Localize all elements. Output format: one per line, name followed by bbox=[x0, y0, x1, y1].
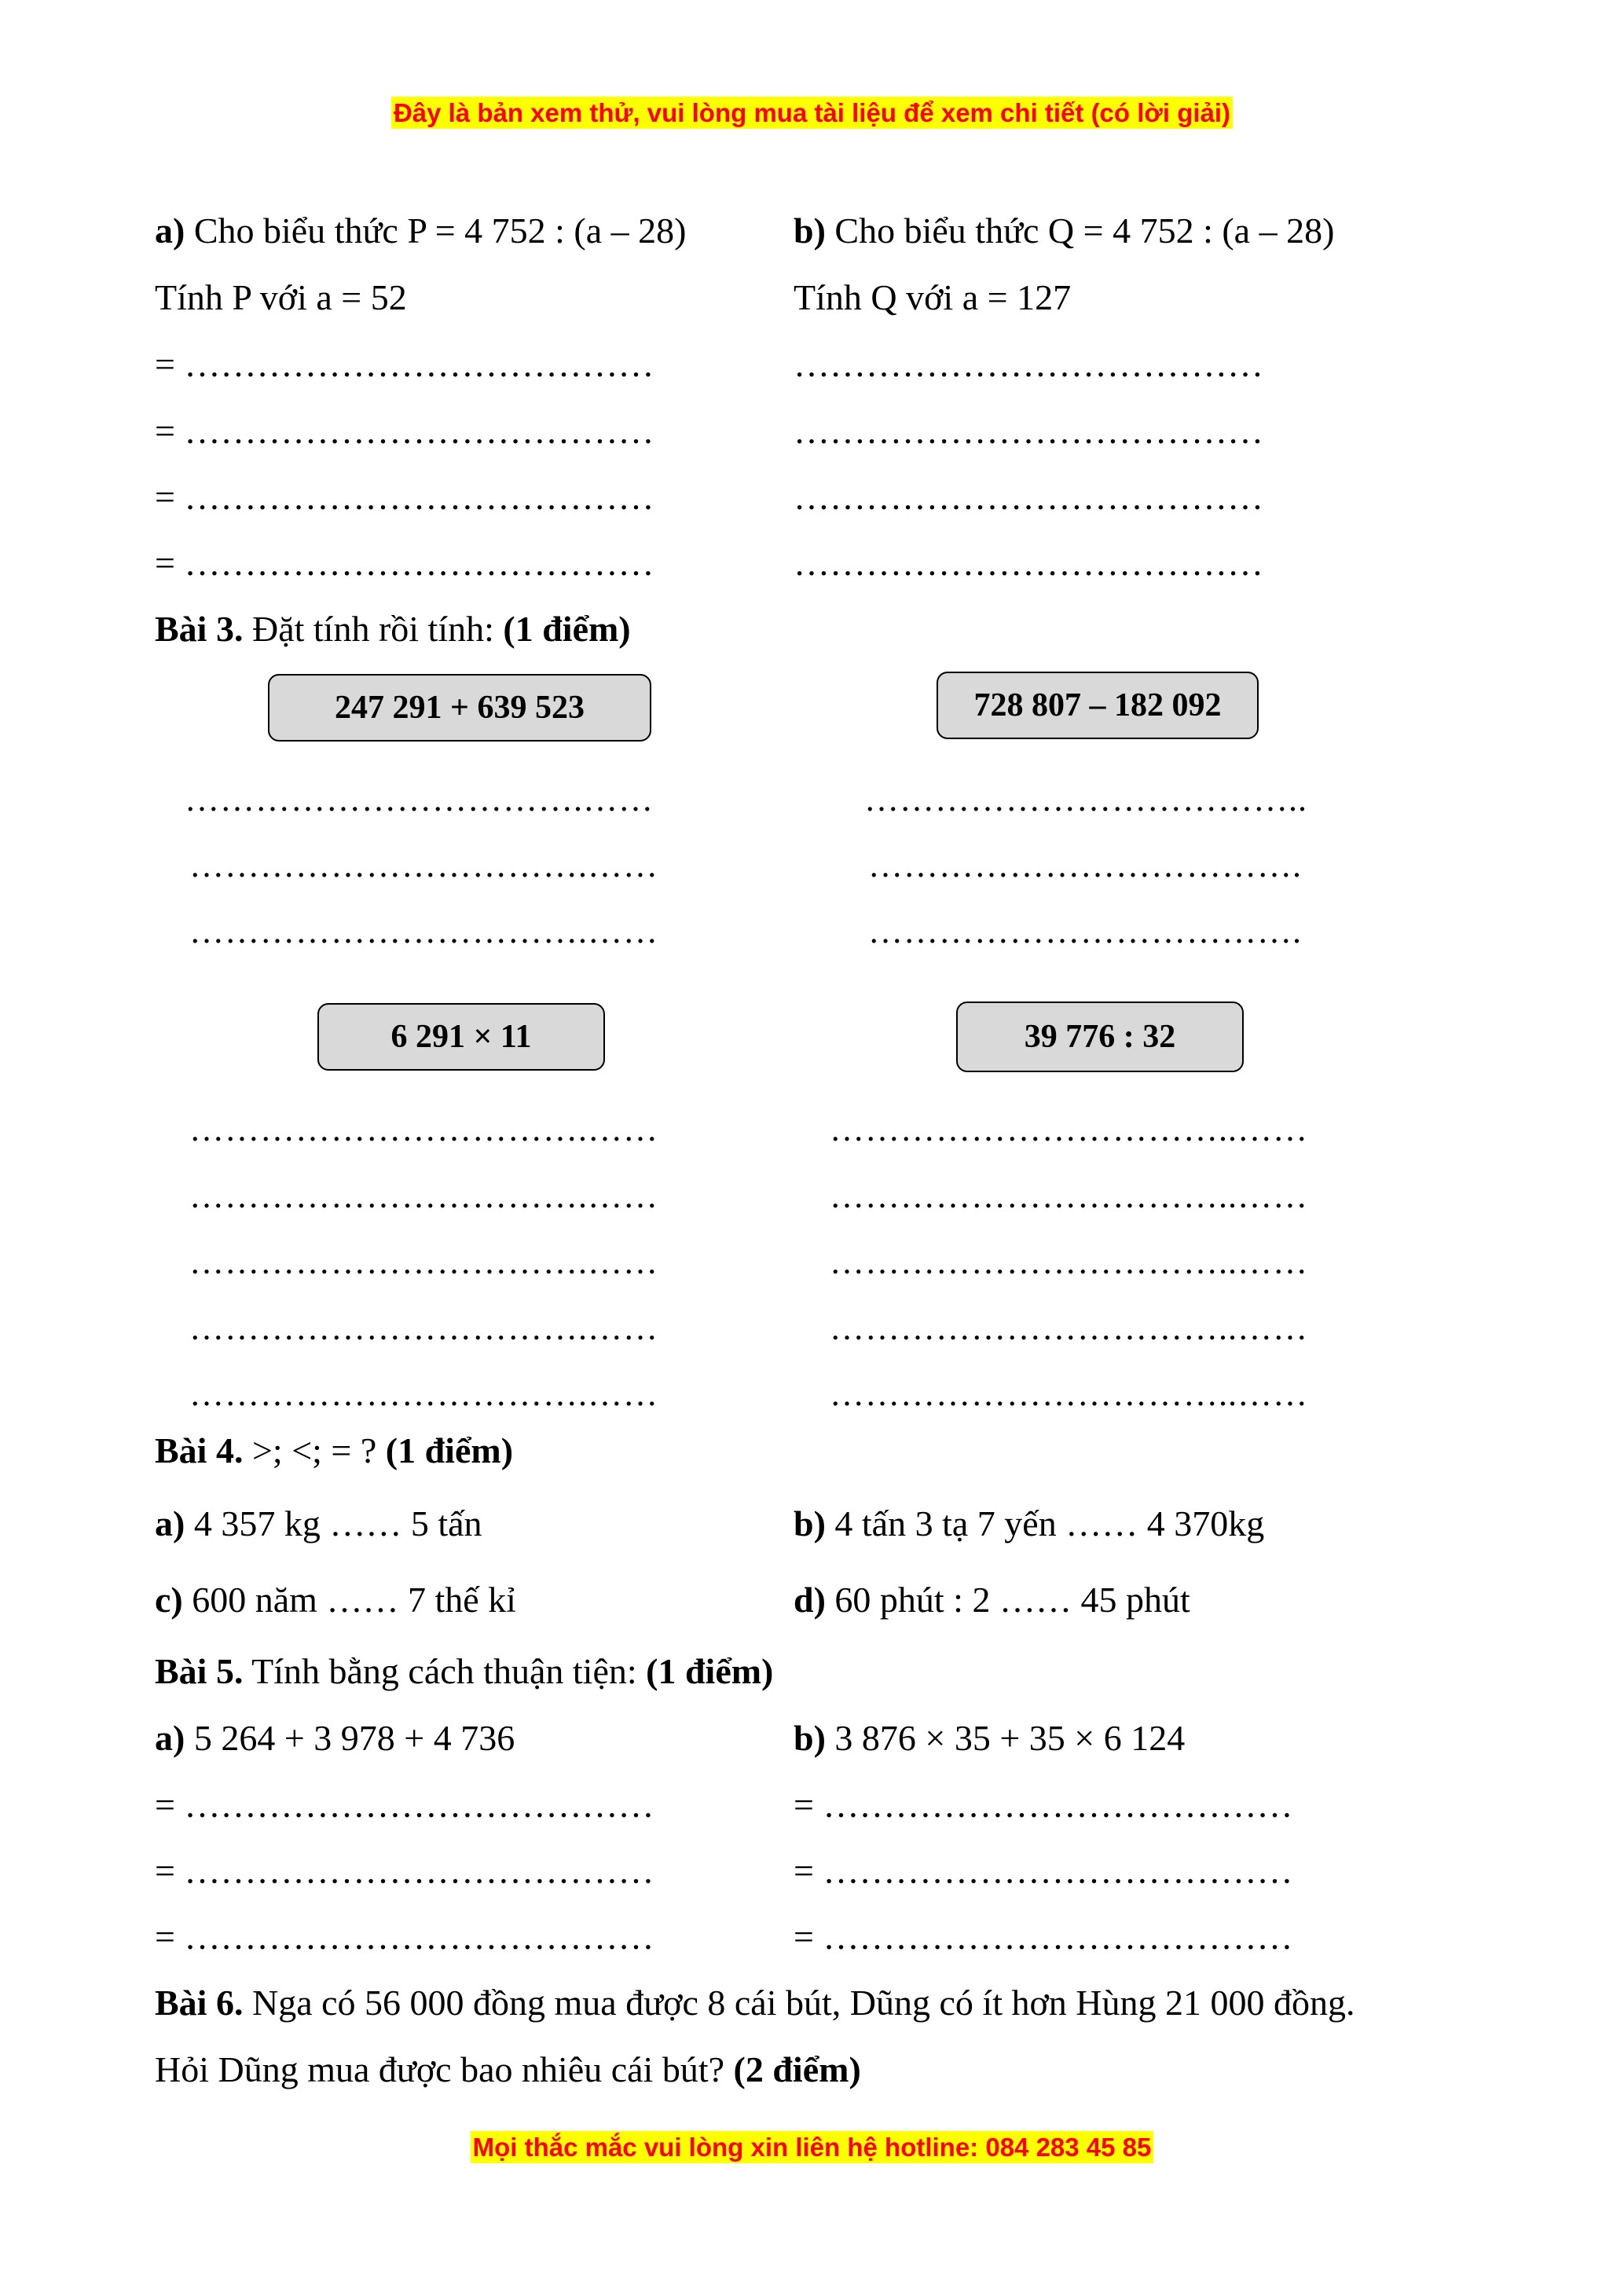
bai5-b-answer-line[interactable]: = ………………………………… bbox=[794, 1785, 1293, 1825]
bai2-b-task: Tính Q với a = 127 bbox=[794, 277, 1072, 317]
bai4-item-b[interactable]: b) 4 tấn 3 tạ 7 yến …… 4 370kg bbox=[794, 1503, 1265, 1543]
bai2-a-answer-line[interactable]: = ………………………………… bbox=[155, 411, 654, 451]
bai5-a-answer-line[interactable]: = ………………………………… bbox=[155, 1851, 654, 1891]
bai2-b-answer-line[interactable]: ………………………………… bbox=[794, 477, 1263, 517]
footer-notice: Mọi thắc mắc vui lòng xin liên hệ hotline: 084 283 45 85 bbox=[0, 2134, 1624, 2160]
bai5-b-answer-line[interactable]: = ………………………………… bbox=[794, 1851, 1293, 1891]
bai3-op-box-2: 728 807 – 182 092 bbox=[937, 672, 1259, 739]
bai4-item-c[interactable]: c) 600 năm …… 7 thế kỉ bbox=[155, 1580, 516, 1620]
bai3-op-box-4: 39 776 : 32 bbox=[956, 1002, 1244, 1072]
bai2-a-answer-line[interactable]: = ………………………………… bbox=[155, 344, 654, 384]
bai3-work-line[interactable]: …………………………….…… bbox=[189, 1110, 658, 1148]
bai5-a-answer-line[interactable]: = ………………………………… bbox=[155, 1785, 654, 1825]
bai2-a-answer-line[interactable]: = ………………………………… bbox=[155, 543, 654, 583]
bai5-heading: Bài 5. Tính bằng cách thuận tiện: (1 điểm) bbox=[155, 1651, 774, 1691]
bai6-line-1: Bài 6. Nga có 56 000 đồng mua được 8 cái bút, Dũng có ít hơn Hùng 21 000 đồng. bbox=[155, 1983, 1355, 2023]
bai4-item-a[interactable]: a) 4 357 kg …… 5 tấn bbox=[155, 1503, 482, 1543]
bai3-work-line[interactable]: ……………………………….. bbox=[864, 780, 1307, 818]
bai3-work-line[interactable]: …………………………….…… bbox=[189, 1177, 658, 1215]
bai5-a-expression: a) 5 264 + 3 978 + 4 736 bbox=[155, 1718, 515, 1758]
bai3-work-line[interactable]: ……………………………..…… bbox=[830, 1375, 1308, 1413]
bai2-a-expression: a) Cho biểu thức P = 4 752 : (a – 28) bbox=[155, 211, 687, 251]
bai3-work-line[interactable]: …………………………….…… bbox=[189, 1309, 658, 1347]
bai3-work-line[interactable]: ………………………………. bbox=[868, 912, 1302, 950]
bai2-b-expression: b) Cho biểu thức Q = 4 752 : (a – 28) bbox=[794, 211, 1335, 251]
bai6-line-2: Hỏi Dũng mua được bao nhiêu cái bút? (2 điểm) bbox=[155, 2049, 861, 2089]
bai3-work-line[interactable]: ……………………………..…… bbox=[830, 1243, 1308, 1281]
bai2-a-task: Tính P với a = 52 bbox=[155, 277, 407, 317]
bai4-heading: Bài 4. >; <; = ? (1 điểm) bbox=[155, 1430, 514, 1470]
bai3-work-line[interactable]: …………………………….…… bbox=[189, 1243, 658, 1281]
bai3-work-line[interactable]: …………………………….…… bbox=[185, 780, 654, 818]
header-notice: Đây là bản xem thử, vui lòng mua tài liệu để xem chi tiết (có lời giải) bbox=[0, 100, 1624, 126]
bai3-work-line[interactable]: …………………………….…… bbox=[189, 912, 658, 950]
bai3-work-line[interactable]: ……………………………..…… bbox=[830, 1177, 1308, 1215]
bai3-op-box-3: 6 291 × 11 bbox=[317, 1003, 605, 1071]
bai5-b-expression: b) 3 876 × 35 + 35 × 6 124 bbox=[794, 1718, 1186, 1758]
bai2-b-answer-line[interactable]: ………………………………… bbox=[794, 543, 1263, 583]
bai2-b-answer-line[interactable]: ………………………………… bbox=[794, 344, 1263, 384]
bai3-work-line[interactable]: ……………………………..…… bbox=[830, 1110, 1308, 1148]
bai2-a-answer-line[interactable]: = ………………………………… bbox=[155, 477, 654, 517]
bai3-work-line[interactable]: ……………………………..…… bbox=[830, 1309, 1308, 1347]
bai2-b-answer-line[interactable]: ………………………………… bbox=[794, 411, 1263, 451]
bai4-item-d[interactable]: d) 60 phút : 2 …… 45 phút bbox=[794, 1580, 1190, 1620]
bai5-b-answer-line[interactable]: = ………………………………… bbox=[794, 1917, 1293, 1957]
bai3-op-box-1: 247 291 + 639 523 bbox=[268, 674, 651, 742]
bai3-work-line[interactable]: ………………………………. bbox=[868, 846, 1302, 884]
bai5-a-answer-line[interactable]: = ………………………………… bbox=[155, 1917, 654, 1957]
bai3-heading: Bài 3. Đặt tính rồi tính: (1 điểm) bbox=[155, 609, 631, 649]
bai3-work-line[interactable]: …………………………….…… bbox=[189, 846, 658, 884]
bai3-work-line[interactable]: …………………………….…… bbox=[189, 1375, 658, 1413]
